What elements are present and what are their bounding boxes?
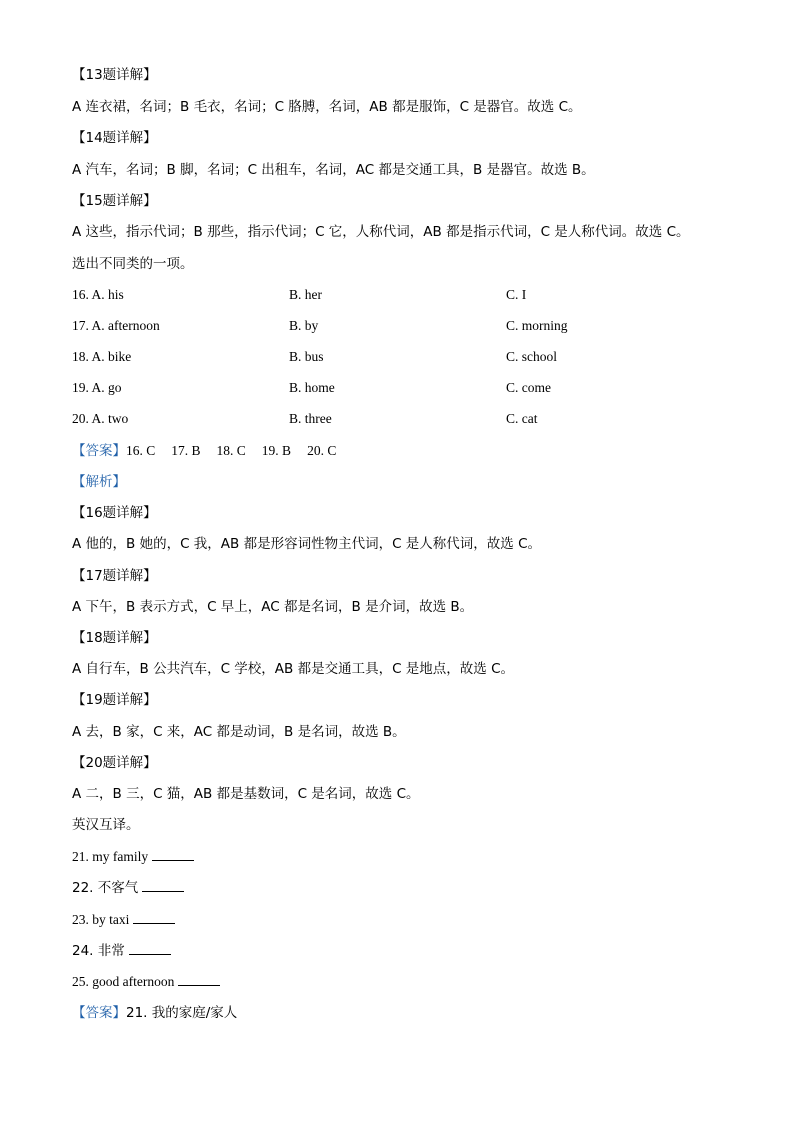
explain-16-title: 【16题详解】 xyxy=(72,505,157,521)
option-a: 17. A. afternoon xyxy=(72,318,160,333)
analysis-label: 【解析】 xyxy=(72,474,126,490)
translation-question xyxy=(72,879,184,897)
question-text: 21. my family xyxy=(72,849,149,864)
answer-text: 21. 我的家庭/家人 xyxy=(126,1005,238,1021)
section2-instruction: 选出不同类的一项。 xyxy=(72,256,194,272)
option-c: C. come xyxy=(506,380,551,395)
answer-item: 16. C xyxy=(126,443,156,458)
explain-17-text: A 下午，B 表示方式，C 早上，AC 都是名词，B 是介词，故选 B。 xyxy=(72,599,474,615)
option-b: B. her xyxy=(289,287,322,302)
answer-label: 【答案】 xyxy=(72,443,126,459)
answer-blank xyxy=(178,973,220,986)
option-b: B. by xyxy=(289,318,319,333)
answer-line xyxy=(72,442,352,460)
option-c: C. cat xyxy=(506,411,538,426)
question-text: 25. good afternoon xyxy=(72,974,175,989)
option-c: C. morning xyxy=(506,318,568,333)
option-a: 20. A. two xyxy=(72,411,129,426)
explain-17-title: 【17题详解】 xyxy=(72,568,157,584)
option-b: B. home xyxy=(289,380,335,395)
question-text: 23. by taxi xyxy=(72,912,130,927)
answer-blank xyxy=(133,911,175,924)
option-c: C. school xyxy=(506,349,558,364)
explain-14-title: 【14题详解】 xyxy=(72,130,157,146)
translation-question xyxy=(72,911,175,929)
option-a: 16. A. his xyxy=(72,287,124,302)
explain-16-text: A 他的，B 她的，C 我，AB 都是形容词性物主代词，C 是人称代词，故选 C。 xyxy=(72,536,542,552)
option-c: C. I xyxy=(506,287,527,302)
explain-20-title: 【20题详解】 xyxy=(72,755,157,771)
answer-item: 20. C xyxy=(307,443,337,458)
answer-line xyxy=(72,1004,237,1022)
answer-label: 【答案】 xyxy=(72,1005,126,1021)
answer-item: 18. C xyxy=(216,443,246,458)
section3-instruction: 英汉互译。 xyxy=(72,817,140,833)
question-text: 22. 不客气 xyxy=(72,880,139,896)
explain-13-title: 【13题详解】 xyxy=(72,67,157,83)
explain-19-title: 【19题详解】 xyxy=(72,692,157,708)
answer-item: 19. B xyxy=(261,443,292,458)
answer-item: 17. B xyxy=(171,443,201,458)
option-a: 18. A. bike xyxy=(72,349,132,364)
translation-question xyxy=(72,973,220,991)
translation-question xyxy=(72,942,171,960)
explain-20-text: A 二，B 三，C 猫，AB 都是基数词，C 是名词，故选 C。 xyxy=(72,786,420,802)
explain-13-text: A 连衣裙，名词；B 毛衣，名词；C 胳膊，名词，AB 都是服饰，C 是器官。故选 C。 xyxy=(72,99,582,115)
explain-15-text: A 这些，指示代词；B 那些，指示代词；C 它，人称代词，AB 都是指示代词，C 是人称代词。故选 C。 xyxy=(72,224,690,240)
answer-blank xyxy=(129,942,171,955)
option-b: B. bus xyxy=(289,349,324,364)
option-b: B. three xyxy=(289,411,332,426)
option-a: 19. A. go xyxy=(72,380,122,395)
explain-18-text: A 自行车，B 公共汽车，C 学校，AB 都是交通工具，C 是地点，故选 C。 xyxy=(72,661,515,677)
translation-question xyxy=(72,848,194,866)
answer-blank xyxy=(142,879,184,892)
explain-14-text: A 汽车，名词；B 脚，名词；C 出租车，名词，AC 都是交通工具，B 是器官。故选 B。 xyxy=(72,162,595,178)
explain-18-title: 【18题详解】 xyxy=(72,630,157,646)
explain-19-text: A 去，B 家，C 来，AC 都是动词，B 是名词，故选 B。 xyxy=(72,724,406,740)
explain-15-title: 【15题详解】 xyxy=(72,193,157,209)
answer-blank xyxy=(152,848,194,861)
question-text: 24. 非常 xyxy=(72,943,125,959)
